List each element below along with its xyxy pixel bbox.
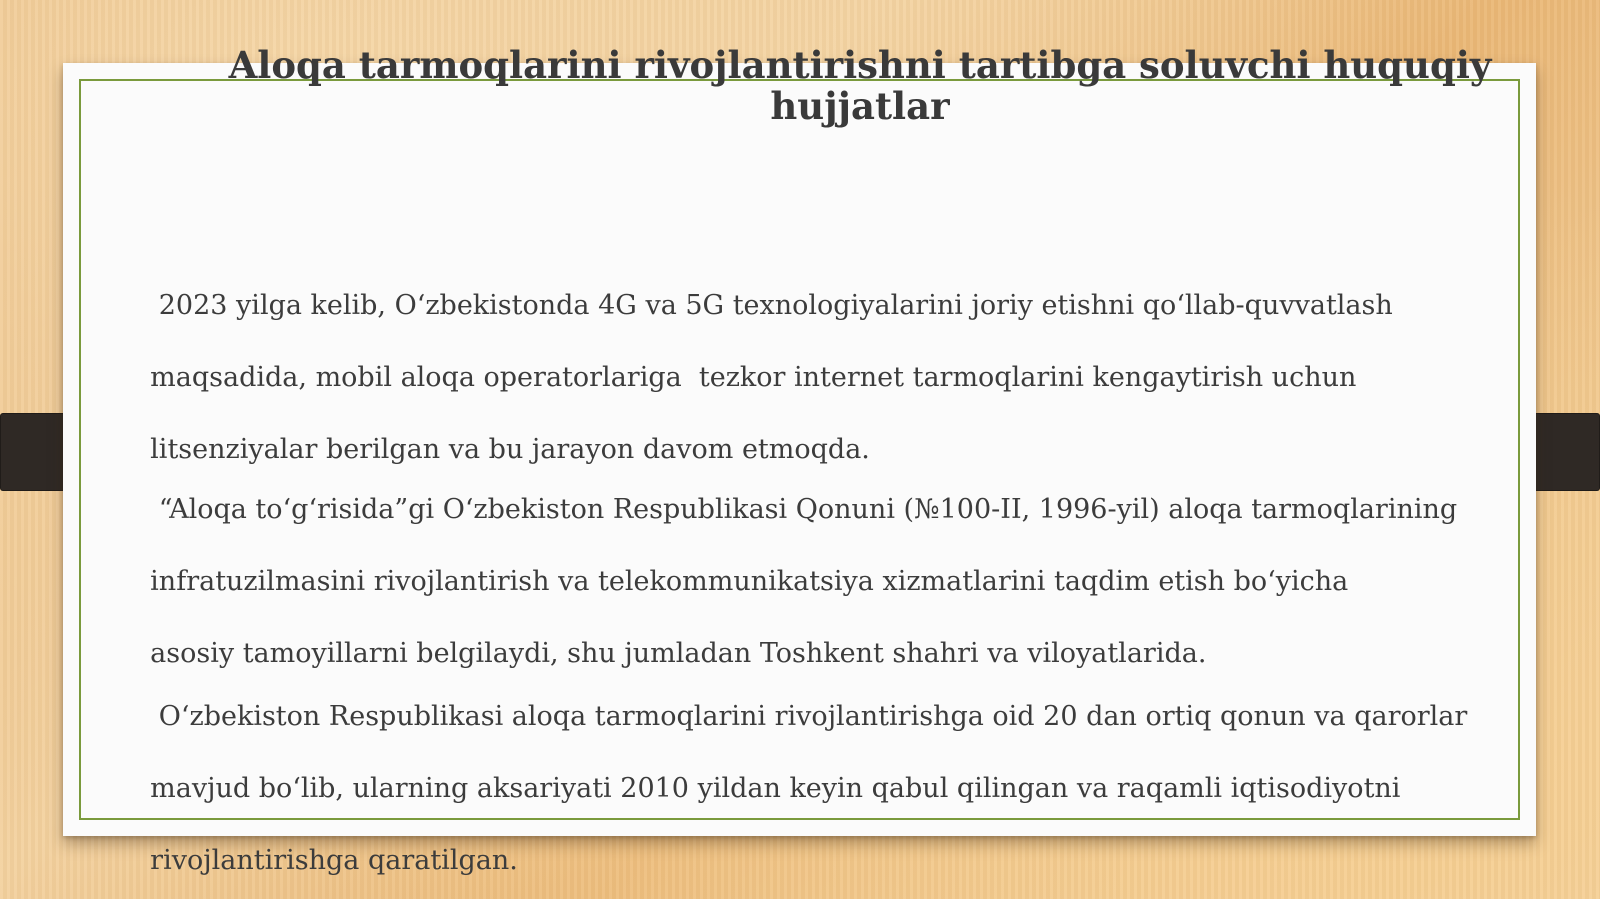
paragraph-line: maqsadida, mobil aloqa operatorlariga tezkor internet tarmoqlarini kengaytirish uchun [150, 362, 1357, 393]
paragraph-line: litsenziyalar berilgan va bu jarayon davom etmoqda. [150, 434, 870, 465]
slide-title [150, 45, 1570, 127]
slide-title-line-1: Aloqa tarmoqlarini rivojlantirishni tartibga soluvchi huquqiy [228, 43, 1492, 87]
paragraph-line: O‘zbekiston Respublikasi aloqa tarmoqlarini rivojlantirishga oid 20 dan ortiq qonun va qarorlar [150, 701, 1468, 732]
paragraph-laws-count [133, 663, 1513, 879]
paragraph-line: asosiy tamoyillarni belgilaydi, shu jumladan Toshkent shahri va viloyatlarida. [150, 638, 1207, 669]
paragraph-line: mavjud bo‘lib, ularning aksariyati 2010 yildan keyin qabul qilingan va raqamli iqtisodiyotni [150, 773, 1401, 804]
slide-title-line-2: hujjatlar [770, 84, 950, 128]
paragraph-4g-5g-licenses [133, 252, 1513, 468]
paragraph-communications-law [133, 456, 1513, 672]
paragraph-line: rivojlantirishga qaratilgan. [150, 845, 518, 876]
paragraph-line: “Aloqa to‘g‘risida”gi O‘zbekiston Respublikasi Qonuni (№100-II, 1996-yil) aloqa tarmoqlarining [150, 494, 1458, 525]
paragraph-line: infratuzilmasini rivojlantirish va telekommunikatsiya xizmatlarini taqdim etish bo‘yicha [150, 566, 1349, 597]
paragraph-line: 2023 yilga kelib, O‘zbekistonda 4G va 5G texnologiyalarini joriy etishni qo‘llab-quvvatlash [150, 290, 1393, 321]
